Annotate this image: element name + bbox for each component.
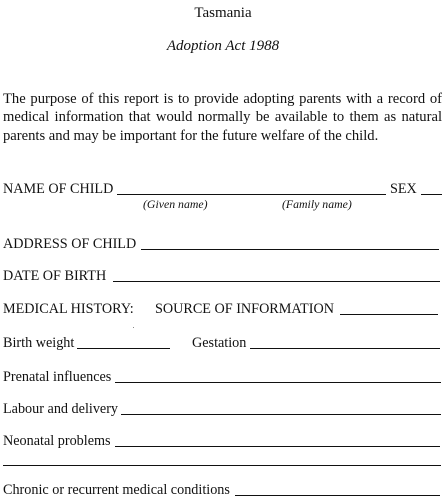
neonatal-problems-label: Neonatal problems	[3, 433, 111, 449]
date-of-birth-line[interactable]	[113, 281, 440, 282]
birth-weight-label: Birth weight	[3, 335, 75, 351]
sex-label: SEX	[390, 181, 417, 197]
gestation-line[interactable]	[250, 348, 440, 349]
family-name-caption: (Family name)	[282, 197, 352, 211]
date-of-birth-label: DATE OF BIRTH	[3, 268, 107, 284]
report-purpose-paragraph: The purpose of this report is to provide adopting parents with a record of medical information that would normally be available to them as natural parents and may be important for the future welfare of the child.	[3, 91, 442, 144]
name-of-child-line[interactable]	[117, 194, 386, 195]
neonatal-problems-continuation-line[interactable]	[3, 465, 441, 466]
labour-and-delivery-label: Labour and delivery	[3, 401, 119, 417]
gestation-label: Gestation	[192, 335, 247, 351]
labour-and-delivery-line[interactable]	[121, 414, 441, 415]
jurisdiction-heading: Tasmania	[194, 5, 252, 21]
chronic-conditions-line[interactable]	[235, 495, 440, 496]
act-title: Adoption Act 1988	[166, 38, 280, 54]
scan-speck	[133, 327, 134, 328]
address-of-child-label: ADDRESS OF CHILD	[3, 236, 137, 252]
birth-weight-line[interactable]	[77, 348, 170, 349]
name-of-child-label: NAME OF CHILD	[3, 181, 114, 197]
address-of-child-line[interactable]	[141, 249, 439, 250]
chronic-conditions-label: Chronic or recurrent medical conditions	[3, 482, 230, 498]
medical-history-label: MEDICAL HISTORY:	[3, 301, 134, 317]
prenatal-influences-label: Prenatal influences	[3, 369, 112, 385]
source-of-information-line[interactable]	[340, 314, 438, 315]
sex-line[interactable]	[421, 194, 442, 195]
source-of-information-label: SOURCE OF INFORMATION	[155, 301, 334, 317]
neonatal-problems-line[interactable]	[115, 446, 440, 447]
prenatal-influences-line[interactable]	[115, 382, 441, 383]
given-name-caption: (Given name)	[143, 197, 208, 211]
